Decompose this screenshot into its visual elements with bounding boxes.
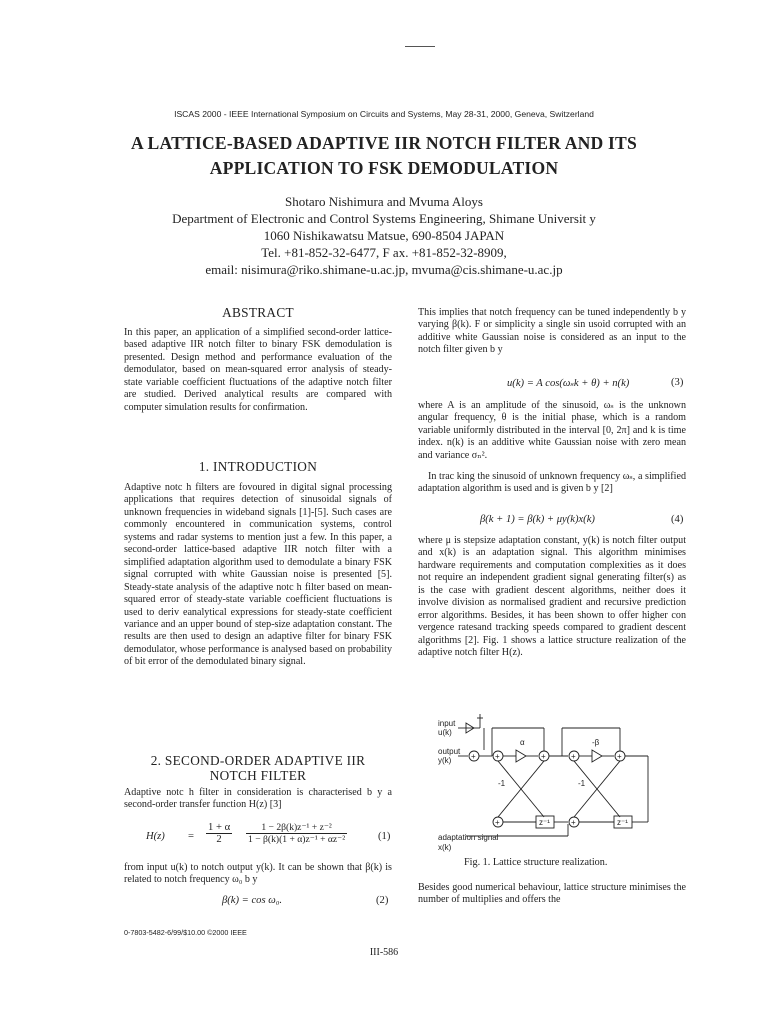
minus-one-label-2: -1 <box>578 779 586 788</box>
abstract-text: In this paper, an application of a simplified second-order lattice-based adaptive IIR notch filter to binary FSK demodulation is presented. Design method and performance evaluation of the demodulator, based on mean-squared error analysis of steady-state variable coefficient fluctuations of the adaptive notch filter are studied. Derived analytical results are compared with computer simulation results for confirmation. <box>124 327 392 413</box>
authors: Shotaro Nishimura and Mvuma Aloys <box>285 194 483 209</box>
abstract-heading: ABSTRACT <box>222 305 294 320</box>
paper-title <box>40 131 728 181</box>
section2-para1: Adaptive notc h filter in consideration is characterised b y a second-order transfer function H(z) [3] <box>124 787 392 811</box>
introduction-heading: 1. INTRODUCTION <box>198 459 318 474</box>
adaptation-signal-label: adaptation signal <box>438 833 499 842</box>
eq1-f2-denominator: 1 − β(k)(1 + α)z⁻¹ + αz⁻² <box>248 834 346 845</box>
section2-para2: from input u(k) to notch output y(k). It can be shown that β(k) is related to notch frequency ω₀ b y <box>124 862 392 886</box>
eq1-lhs: H(z) <box>146 831 165 842</box>
summer-1-bottom-plus: + <box>495 818 500 827</box>
title-line-1: A LATTICE-BASED ADAPTIVE IIR NOTCH FILTER AND ITS <box>131 133 637 153</box>
affiliation: Department of Electronic and Control Systems Engineering, Shimane Universit y <box>172 211 596 226</box>
summer-2-top-plus: + <box>571 752 576 761</box>
phone: Tel. +81-852-32-6477, F ax. +81-852-32-8909, <box>261 245 507 260</box>
author-block <box>0 193 768 278</box>
right-para3: In trac king the sinusoid of unknown frequency ωₛ, a simplified adaptation algorithm is used and is given b y [2] <box>418 471 686 495</box>
section2-heading-line1: 2. SECOND-ORDER ADAPTIVE IIR <box>150 753 366 768</box>
right-para5: Besides good numerical behaviour, lattice structure minimises the number of multiplies and offers the <box>418 882 686 906</box>
right-para2: where A is an amplitude of the sinusoid, ωₛ is the unknown angular frequency, θ is the initial phase, which is a random variable uniformly distributed in the interval [0, 2π] and k is time index. n(k) is an additive white Gaussian noise with zero mean and variance σₙ². <box>418 400 686 461</box>
eq1-fraction-2 <box>246 822 347 845</box>
section2-heading-line2: NOTCH FILTER <box>209 768 307 783</box>
eq1-f1-denominator: 2 <box>216 834 222 845</box>
equation-2: β(k) = cos ω₀. <box>222 895 283 906</box>
eq1-equals: = <box>188 831 194 842</box>
copyright-line: 0-7803-5482-6/99/$10.00 ©2000 IEEE <box>124 928 247 937</box>
input-label: input <box>438 719 456 728</box>
page-number: III-586 <box>369 947 399 958</box>
summer-1-top-plus: + <box>495 752 500 761</box>
conference-line: ISCAS 2000 - IEEE International Symposium on Circuits and Systems, May 28-31, 2000, Geneva, Switzerland <box>174 109 594 119</box>
eq1-fraction-1 <box>206 822 232 845</box>
right-para4: where μ is stepsize adaptation constant, y(k) is notch filter output and x(k) is an adaptation signal. This algorithm minimises hardware requirements and computation complexities as it does not require an independent gradient signal generating filter(s) as is the case with gradient descent algorithms, neither does it involve division as normalised gradient and recursive prediction error algorithms. Besides, it has been shown to offer higher con vergence ratesand tracking speeds compared to gradient descent algorithms [2]. Fig. 1 shows a lattice structure realization of the adaptive notch filter H(z). <box>418 535 686 659</box>
delay-2-label: z⁻¹ <box>617 818 628 827</box>
alpha-multiplier <box>516 750 526 762</box>
input-signal-label: u(k) <box>438 728 452 737</box>
alpha-label: α <box>520 738 525 747</box>
lattice-diagram <box>436 712 658 852</box>
eq3-number: (3) <box>671 377 684 388</box>
output-signal-label: y(k) <box>438 756 452 765</box>
summer-2-bottom-plus: + <box>571 818 576 827</box>
summer-out-plus: + <box>471 752 476 761</box>
summer-2-right-plus: + <box>617 752 622 761</box>
equation-1 <box>146 822 392 852</box>
eq1-f2-numerator: 1 − 2β(k)z⁻¹ + z⁻² <box>246 822 347 834</box>
equation-4: β(k + 1) = β(k) + μy(k)x(k) <box>480 514 595 525</box>
section2-heading <box>124 753 392 783</box>
beta-multiplier <box>592 750 602 762</box>
top-rule <box>405 46 435 47</box>
beta-label: -β <box>592 738 600 747</box>
eq1-f1-numerator: 1 + α <box>208 822 231 833</box>
adaptation-signal-sig: x(k) <box>438 843 452 852</box>
equation-3: u(k) = A cos(ωₛk + θ) + n(k) <box>507 378 630 389</box>
email: email: nisimura@riko.shimane-u.ac.jp, mvuma@cis.shimane-u.ac.jp <box>205 262 563 277</box>
figure-1-caption: Fig. 1. Lattice structure realization. <box>464 857 608 868</box>
eq1-number: (1) <box>378 831 391 842</box>
introduction-text: Adaptive notc h filters are fovoured in digital signal processing applications that requires detection of sinusoidal signals of unknown frequencies in wideband signals [1]-[5]. Such cases are commonly encountered in communication systems, control systems and radar systems to mention just a few. In this paper, a second-order lattice-based adaptive IIR notch filter with a simplified adaptation algorithm used to demodulate a binary FSK signal corrupted with white Gaussian noise is presented [5]. Steady-state analysis of the adaptive notc h filter based on mean-squared error of steady-state variable coefficient fluctuations is used to deriv eanalytical expressions for steady-state coefficient variance and an upper bound of step-size adaptation constant. The results are then used to design an adaptive filter for binary FSK demodulator, whose performance is analysed based on probability of bit error of the demodulated binary signal. <box>124 482 392 668</box>
eq2-number: (2) <box>376 895 389 906</box>
minus-one-label-1: -1 <box>498 779 506 788</box>
right-para1: This implies that notch frequency can be tuned independently b y varying β(k). F or simplicity a single sin usoid corrupted with an additive white Gaussian noise is considered as an input to the notch filter given b y <box>418 307 686 356</box>
eq4-number: (4) <box>671 514 684 525</box>
delay-1-label: z⁻¹ <box>539 818 550 827</box>
title-line-2: APPLICATION TO FSK DEMODULATION <box>209 158 559 178</box>
address: 1060 Nishikawatsu Matsue, 690-8504 JAPAN <box>263 228 505 243</box>
output-label: output <box>438 747 461 756</box>
summer-1-right-plus: + <box>541 752 546 761</box>
